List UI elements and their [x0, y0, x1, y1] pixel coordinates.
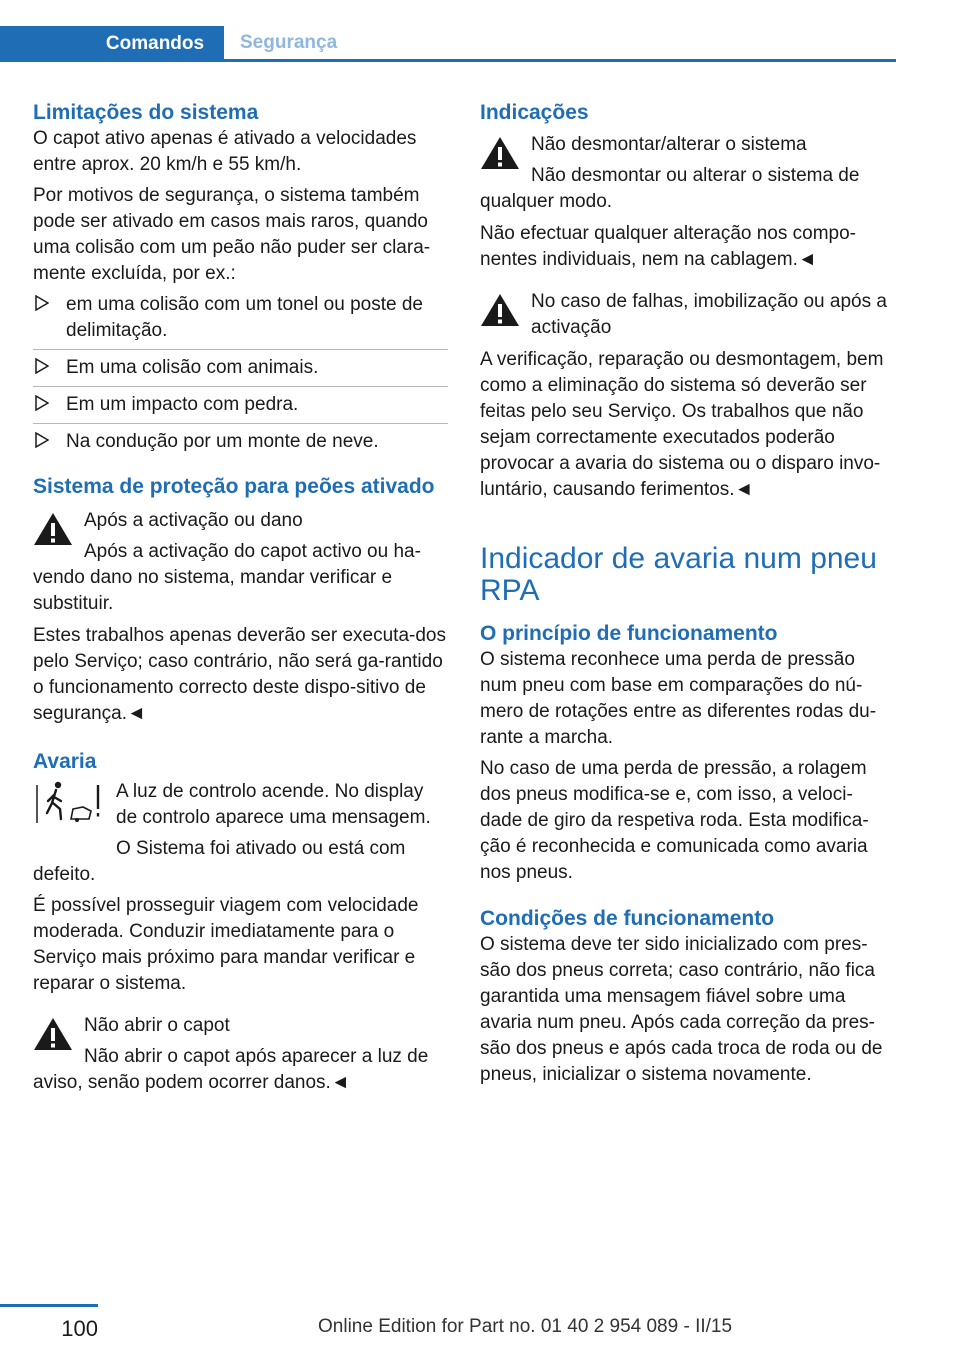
bullet-triangle-icon: [35, 295, 49, 311]
heading-indicacoes: Indicações: [480, 101, 589, 124]
pedestrian-warning-icon: [33, 779, 103, 827]
warning-title: Não desmontar/alterar o sistema: [531, 134, 807, 155]
tab-comandos[interactable]: Comandos: [0, 26, 224, 62]
heading-sistema-protecao: Sistema de proteção para peões ativado: [33, 475, 435, 498]
heading-rpa: Indicador de avaria num pneu RPA: [480, 542, 877, 607]
list-item-text: Na condução por um monte de neve.: [66, 431, 379, 452]
warning-text: aviso, senão podem ocorrer danos.◄: [33, 1072, 350, 1093]
warning-text-lead: Não desmontar ou alterar o sistema de: [531, 165, 860, 186]
warning-triangle-icon: [33, 1017, 73, 1051]
paragraph: O capot ativo apenas é ativado a velocidades entre aprox. 20 km/h e 55 km/h.: [33, 128, 417, 175]
warning-text-lead: Após a activação do capot activo ou ha-: [84, 541, 421, 562]
heading-principio: O princípio de funcionamento: [480, 622, 778, 645]
paragraph: Estes trabalhos apenas deverão ser executa-dos pelo Serviço; caso contrário, não será ga-rantido o funcionamento correcto deste dispo-sitivo de segurança.◄: [33, 625, 446, 724]
list-item: [33, 292, 448, 350]
warning-block: [33, 1013, 448, 1096]
footer-line: [0, 1304, 98, 1307]
warning-title: Após a activação ou dano: [84, 510, 303, 531]
warning-triangle-icon: [480, 293, 520, 327]
edition-text: Online Edition for Part no. 01 40 2 954 089 - II/15: [318, 1316, 733, 1337]
list-item-text: em uma colisão com um tonel ou poste de delimitação.: [66, 294, 423, 341]
list-item: [33, 355, 448, 387]
list-item-text: Em uma colisão com animais.: [66, 357, 319, 378]
warning-text-lead: Não abrir o capot após aparecer a luz de: [84, 1046, 429, 1067]
page-number: 100: [61, 1316, 98, 1341]
bullet-triangle-icon: [35, 395, 49, 411]
paragraph: O sistema deve ter sido inicializado com pres-são dos pneus correta; caso contrário, não fica garantida uma mensagem fiável sobre uma avaria num pneu. Após cada correção da pres-são dos pneus e após cada troca de roda ou de pneus, inicializar o sistema novamente.: [480, 934, 883, 1085]
heading-limitacoes: Limitações do sistema: [33, 101, 259, 124]
warning-block: [33, 508, 448, 617]
tab-seguranca[interactable]: Segurança: [240, 32, 338, 53]
heading-condicoes: Condições de funcionamento: [480, 907, 775, 930]
heading-avaria: Avaria: [33, 750, 97, 773]
paragraph: Por motivos de segurança, o sistema também pode ser ativado em casos mais raros, quando uma colisão com um peão não puder ser clara-mente excluída, por ex.:: [33, 185, 431, 284]
warning-block: [480, 132, 895, 215]
paragraph: O sistema reconhece uma perda de pressão num pneu com base em comparações do nú-mero de rotações entre as diferentes rodas du-rante a marcha.: [480, 649, 877, 748]
right-column: [480, 100, 895, 1093]
tab-underline: [0, 59, 896, 62]
warning-title: No caso de falhas, imobilização ou após a activação: [531, 291, 887, 338]
avaria-text-lead: O Sistema foi ativado ou está com: [116, 838, 406, 859]
list-item: [33, 392, 448, 424]
warning-text: vendo dano no sistema, mandar verificar e substituir.: [33, 567, 393, 614]
bullet-triangle-icon: [35, 432, 49, 448]
paragraph: A verificação, reparação ou desmontagem, bem como a eliminação do sistema só deverão ser feitas pelo seu Serviço. Os trabalhos que não sejam correctamente executados poderão provocar a avaria do sistema ou o disparo invo-luntário, causando ferimentos.◄: [480, 349, 884, 500]
chapter-tabs: [0, 26, 896, 62]
left-column: [33, 100, 448, 1102]
list-item: [33, 429, 448, 460]
paragraph: É possível prosseguir viagem com velocidade moderada. Conduzir imediatamente para o Serviço mais próximo para mandar verificar e reparar o sistema.: [33, 895, 419, 994]
bullet-list: [33, 292, 448, 460]
warning-text: qualquer modo.: [480, 191, 613, 212]
warning-triangle-icon: [33, 512, 73, 546]
avaria-text: A luz de controlo acende. No display de controlo aparece uma mensagem.: [116, 781, 431, 828]
avaria-block: [33, 779, 448, 888]
bullet-triangle-icon: [35, 358, 49, 374]
warning-block: [480, 289, 895, 341]
paragraph: No caso de uma perda de pressão, a rolagem dos pneus modifica-se e, com isso, a veloci-dade de giro da respetiva roda. Esta modifica-ção é reconhecida e comunicada como avaria nos pneus.: [480, 758, 869, 883]
warning-title: Não abrir o capot: [84, 1015, 230, 1036]
warning-triangle-icon: [480, 136, 520, 170]
paragraph: Não efectuar qualquer alteração nos compo-nentes individuais, nem na cablagem.◄: [480, 223, 857, 270]
list-item-text: Em um impacto com pedra.: [66, 394, 299, 415]
avaria-text: defeito.: [33, 864, 96, 885]
